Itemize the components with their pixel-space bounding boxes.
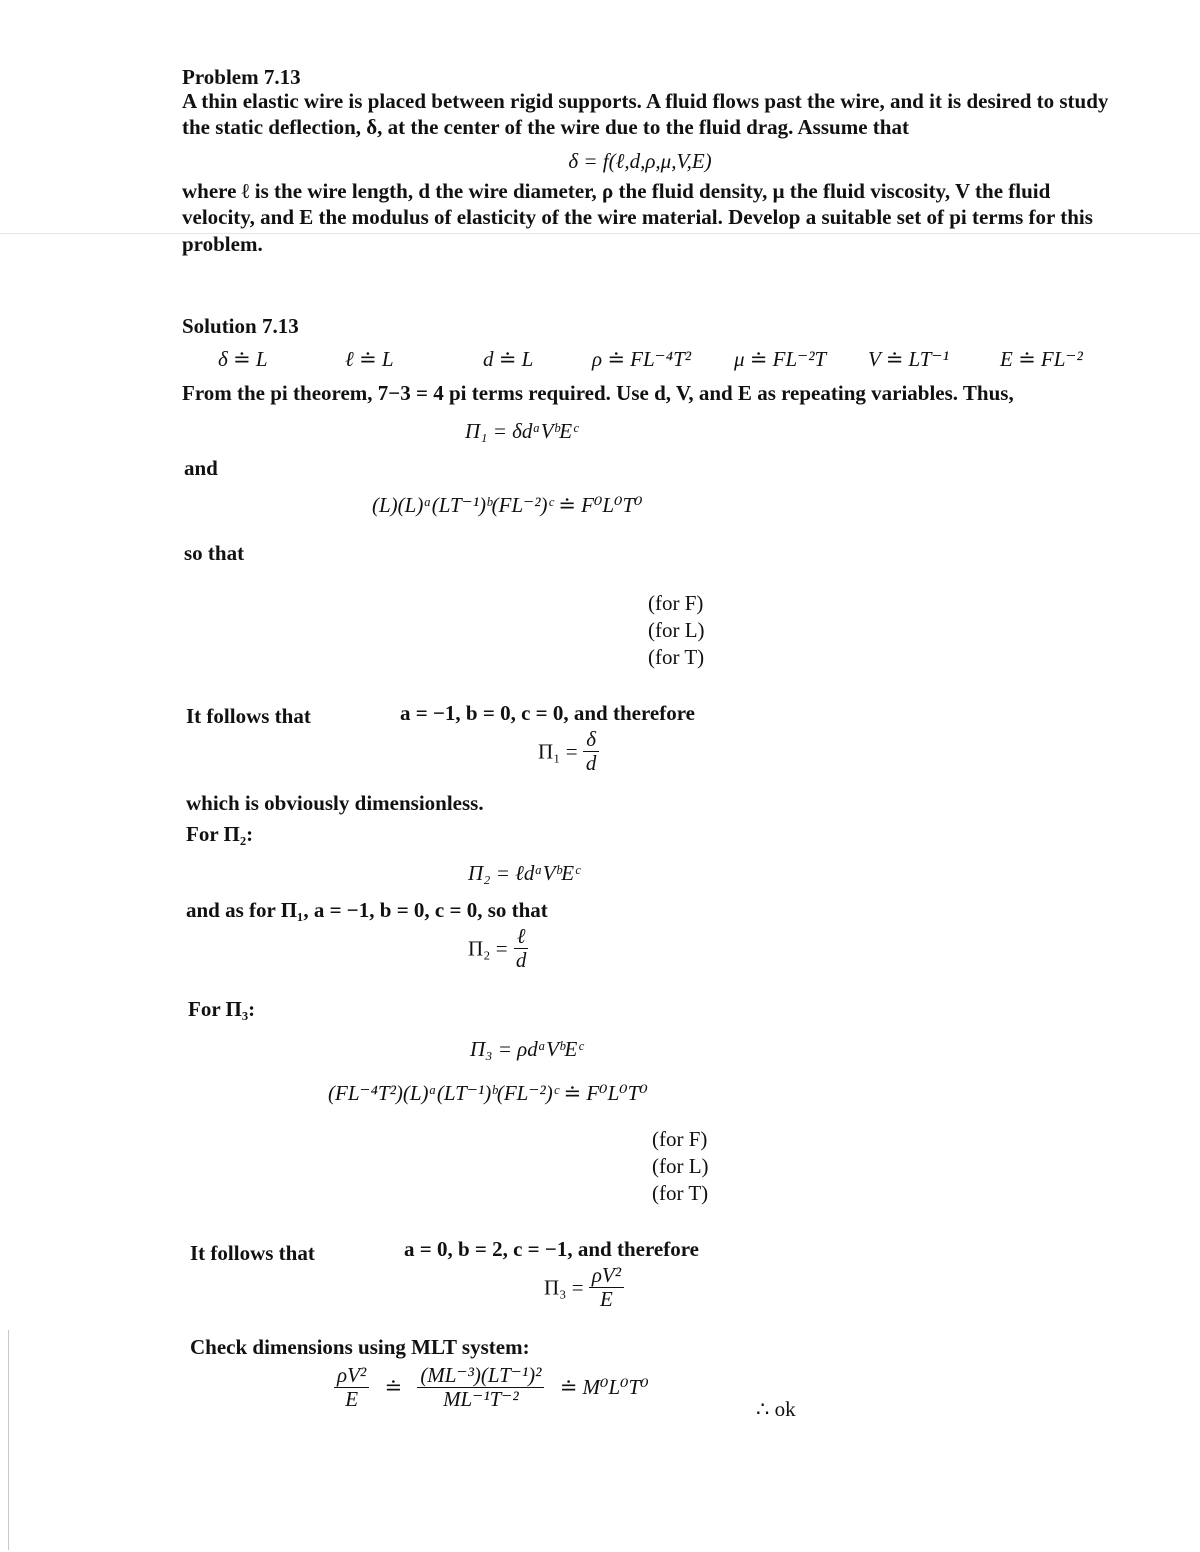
pi1-for-f: (for F)	[648, 591, 704, 615]
for-pi2-label: For Π₂:	[186, 822, 254, 846]
pi3-fraction	[589, 1264, 624, 1311]
pi3-for-f: (for F)	[652, 1127, 708, 1151]
pi1-definition: Π₁ = δdᵃVᵇEᶜ	[465, 419, 578, 443]
pi3-result-lhs: Π₃ =	[544, 1275, 584, 1300]
dimension-length: ℓ ≐ L	[345, 347, 394, 371]
pi2-result-lhs: Π₂ =	[468, 936, 508, 961]
pi1-result	[538, 728, 599, 775]
problem-equation: δ = f(ℓ,d,ρ,μ,V,E)	[568, 149, 712, 173]
check-mid-fraction	[417, 1364, 544, 1411]
pi1-dimension-equation: (L)(L)ᵃ(LT⁻¹)ᵇ(FL⁻²)ᶜ ≐ F⁰L⁰T⁰	[372, 493, 643, 517]
pi1-for-t: (for T)	[648, 645, 705, 669]
follows-label-1: It follows that	[186, 704, 311, 728]
pi3-definition: Π₃ = ρdᵃVᵇEᶜ	[470, 1037, 583, 1061]
pi3-for-l: (for L)	[652, 1154, 709, 1178]
pi2-numerator: ℓ	[514, 925, 529, 949]
pi1-result-lhs: Π₁ =	[538, 739, 578, 764]
pi-theorem-text: From the pi theorem, 7−3 = 4 pi terms required. Use d, V, and E as repeating variables. Thus,	[182, 381, 1014, 405]
pi2-fraction	[513, 925, 530, 972]
pi2-definition: Π₂ = ℓdᵃVᵇEᶜ	[468, 861, 580, 885]
pi3-result	[544, 1264, 624, 1311]
dimensionless-text: which is obviously dimensionless.	[186, 791, 484, 815]
problem-title: Problem 7.13	[182, 65, 301, 89]
dimension-viscosity: μ ≐ FL⁻²T	[734, 347, 827, 371]
check-lhs-fraction	[334, 1364, 369, 1411]
pi1-for-l: (for L)	[648, 618, 705, 642]
dimension-density: ρ ≐ FL⁻⁴T²	[592, 347, 692, 371]
dimension-velocity: V ≐ LT⁻¹	[868, 347, 949, 371]
follows-text-2: a = 0, b = 2, c = −1, and therefore	[404, 1237, 699, 1261]
so-that-label: so that	[184, 541, 245, 565]
scan-margin-line	[8, 1330, 9, 1550]
pi1-numerator: δ	[583, 728, 599, 752]
check-mid-numerator: (ML⁻³)(LT⁻¹)²	[417, 1364, 544, 1388]
pi1-denominator: d	[585, 751, 597, 776]
problem-text-1: A thin elastic wire is placed between rigid supports. A fluid flows past the wire, and it is desired to study the static deflection, δ, at the center of the wire due to the fluid drag. Assume that	[182, 89, 1109, 140]
pi3-for-t: (for T)	[652, 1181, 709, 1205]
pi3-numerator: ρV²	[589, 1264, 624, 1288]
check-equation	[334, 1364, 649, 1411]
dimension-diameter: d ≐ L	[483, 347, 534, 371]
check-rhs: ≐ M⁰L⁰T⁰	[559, 1375, 649, 1400]
ok-note: ∴ ok	[756, 1397, 796, 1421]
pi3-dimension-equation: (FL⁻⁴T²)(L)ᵃ(LT⁻¹)ᵇ(FL⁻²)ᶜ ≐ F⁰L⁰T⁰	[328, 1081, 648, 1105]
problem-text-2: where ℓ is the wire length, d the wire diameter, ρ the fluid density, μ the fluid viscosity, V the fluid velocity, and E the modulus of elasticity of the wire material. Develop a suitable set of pi terms for this problem.	[182, 179, 1093, 256]
pi3-denominator: E	[600, 1287, 613, 1312]
check-lhs-numerator: ρV²	[334, 1364, 369, 1388]
check-equiv-sign: ≐	[384, 1375, 403, 1400]
for-pi3-label: For Π₃:	[188, 997, 256, 1021]
check-mid-denominator: ML⁻¹T⁻²	[443, 1387, 519, 1412]
pi2-text: and as for Π₁, a = −1, b = 0, c = 0, so that	[186, 898, 548, 922]
and-label: and	[184, 456, 218, 480]
check-dimensions-text: Check dimensions using MLT system:	[190, 1335, 530, 1359]
dimension-delta: δ ≐ L	[218, 347, 268, 371]
pi2-result	[468, 925, 529, 972]
follows-label-2: It follows that	[190, 1241, 315, 1265]
follows-text-1: a = −1, b = 0, c = 0, and therefore	[400, 701, 695, 725]
pi1-fraction	[583, 728, 600, 775]
dimension-modulus: E ≐ FL⁻²	[1000, 347, 1083, 371]
pi2-denominator: d	[515, 948, 527, 973]
check-lhs-denominator: E	[345, 1387, 359, 1412]
solution-title: Solution 7.13	[182, 314, 299, 338]
